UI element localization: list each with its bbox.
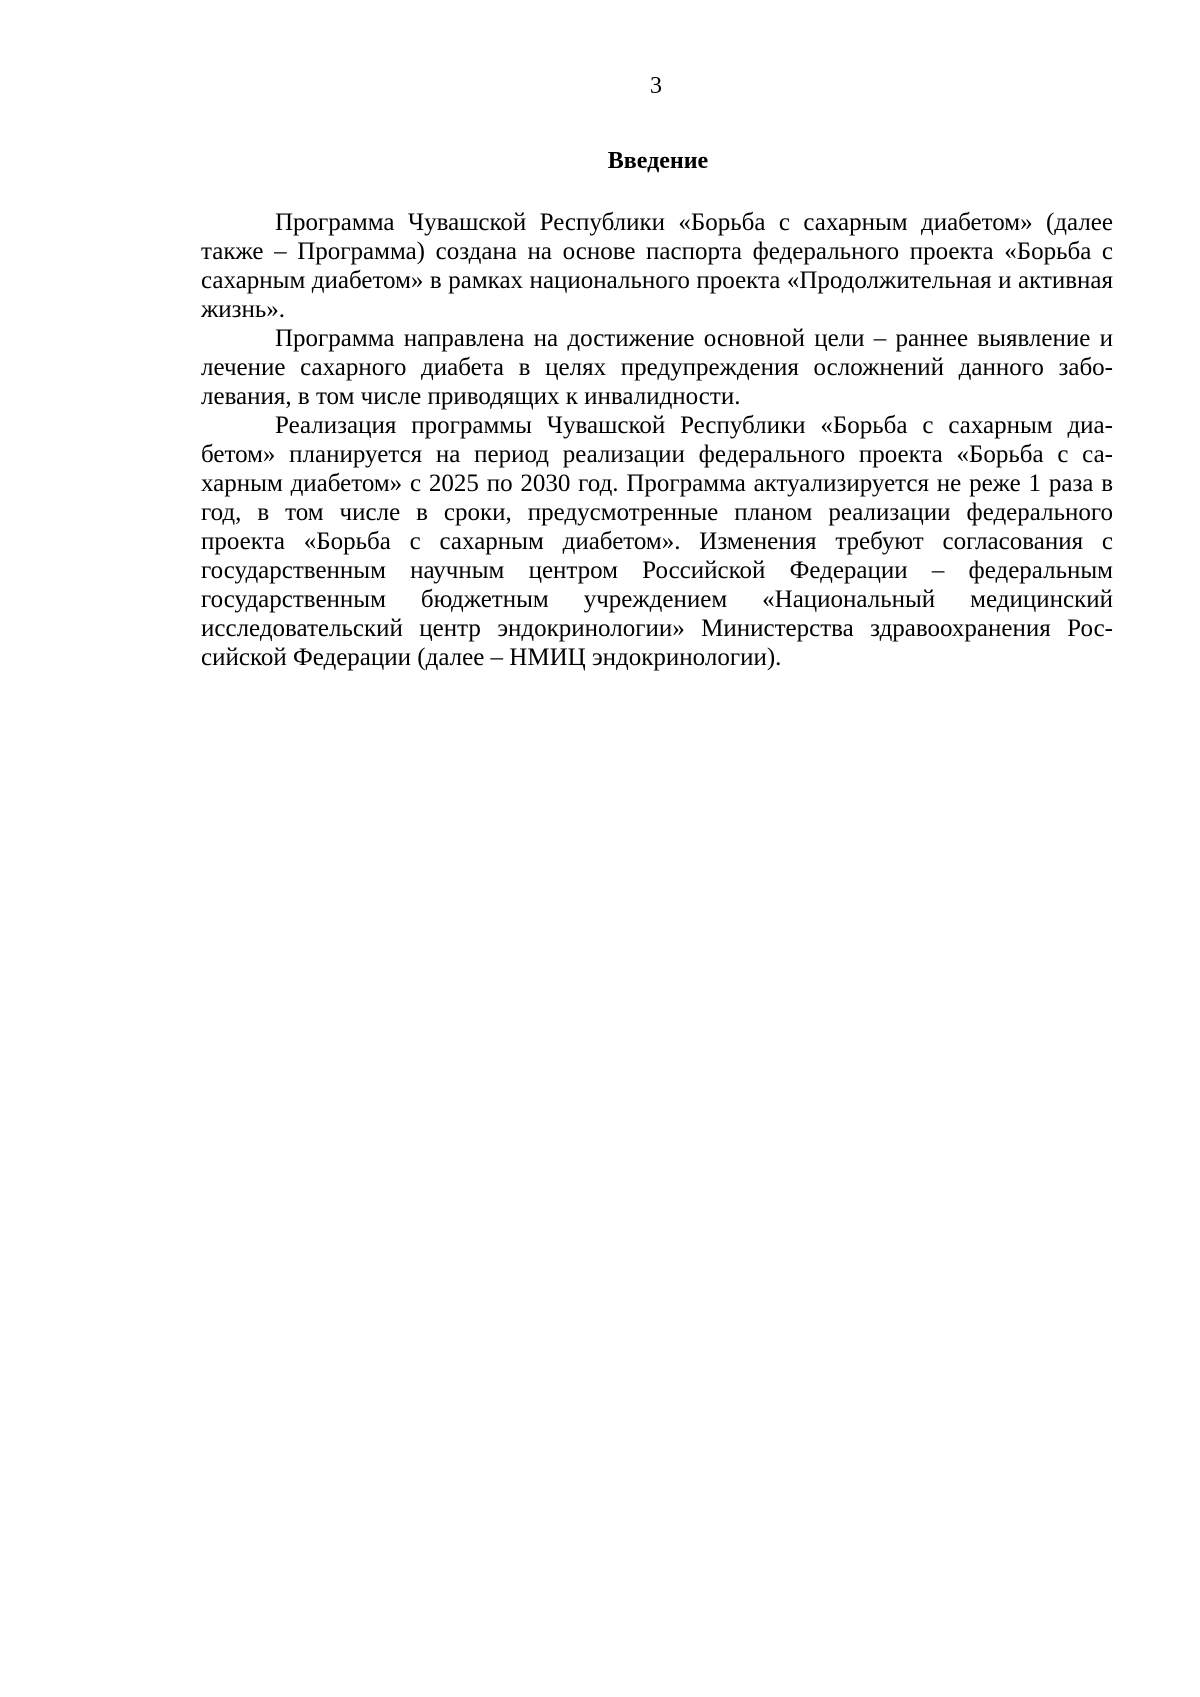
section-heading: Введение — [607, 148, 709, 174]
paragraph-3: Реализация программы Чувашской Республики «Борьба с сахарным диабетом» планируется на период реализации федерального проекта «Борьба с сахарным диабетом» с 2025 по 2030 год. Программа актуализируется не реже 1 раза в год, в том числе в сроки, предусмотренные планом реализации федерального проекта «Борьба с сахарным диабетом». Изменения требуют согласования с государственным научным центром Российской Федерации – федеральным государственным бюджетным учреждением «Национальный медицинский исследовательский центр эндокринологии» Министерства здравоохранения Российской Федерации (далее – НМИЦ эндокринологии). — [201, 412, 1113, 671]
paragraph-2: Программа направлена на достижение основной цели – раннее выявление и лечение сахарного диабета в целях предупреждения осложнений данного заболевания, в том числе приводящих к инвалидности. — [201, 325, 1113, 410]
paragraph-1: Программа Чувашской Республики «Борьба с сахарным диабетом» (далее также – Программа) создана на основе паспорта федерального проекта «Борьба с сахарным диабетом» в рамках национального проекта «Продолжительная и активная жизнь». — [201, 209, 1113, 323]
body-text — [201, 208, 1113, 672]
page-number: 3 — [650, 73, 662, 99]
